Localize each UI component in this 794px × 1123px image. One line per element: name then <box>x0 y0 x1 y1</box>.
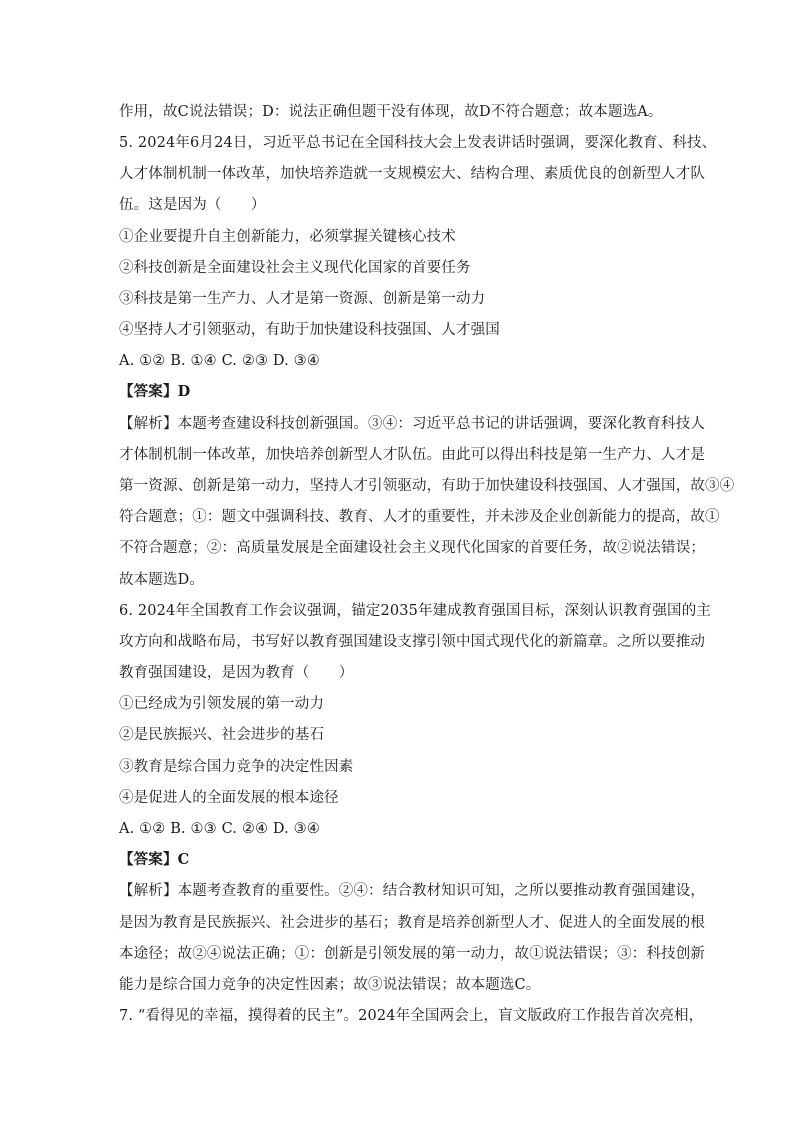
question-5-statement: ③科技是第一生产力、人才是第一资源、创新是第一动力 <box>119 291 486 307</box>
question-6-stem: 攻方向和战略布局，书写好以教育强国建设支撑引领中国式现代化的新篇章。之所以要推动 <box>119 634 705 650</box>
text-line: 作用，故C说法错误；D：说法正确但题干没有体现，故D不符合题意；故本题选A。 <box>119 104 663 120</box>
question-6-statement: ②是民族振兴、社会进步的基石 <box>119 727 325 743</box>
question-6-analysis: 是因为教育是民族振兴、社会进步的基石；教育是培养创新型人才、促进人的全面发展的根 <box>119 915 705 931</box>
question-5-stem: 人才体制机制一体改革，加快培养造就一支规模宏大、结构合理、素质优良的创新型人才队 <box>119 166 705 182</box>
question-5-analysis: 才体制机制一体改革，加快培养创新型人才队伍。由此可以得出科技是第一生产力、人才是 <box>119 447 705 463</box>
question-5-analysis: 第一资源、创新是第一动力，坚持人才引领驱动，有助于加快建设科技强国、人才强国，故③④ <box>119 478 735 494</box>
question-6-answer: 【答案】C <box>119 851 190 868</box>
question-6-analysis: 【解析】本题考查教育的重要性。②④：结合教材知识可知，之所以要推动教育强国建设， <box>119 883 705 899</box>
question-5-stem: 伍。这是因为（ ） <box>119 197 266 213</box>
question-6-statement: ④是促进人的全面发展的根本途径 <box>119 790 339 806</box>
question-5-statement: ②科技创新是全面建设社会主义现代化国家的首要任务 <box>119 260 471 276</box>
question-6-stem: 教育强国建设，是因为教育（ ） <box>119 665 354 681</box>
question-5-analysis: 【解析】本题考查建设科技创新强国。③④：习近平总书记的讲话强调，要深化教育科技人 <box>119 416 705 432</box>
question-5-statement: ④坚持人才引领驱动，有助于加快建设科技强国、人才强国 <box>119 322 500 338</box>
question-5-analysis: 符合题意；①：题文中强调科技、教育、人才的重要性，并未涉及企业创新能力的提高，故① <box>119 509 720 525</box>
question-6-statement: ③教育是综合国力竞争的决定性因素 <box>119 759 354 775</box>
question-6-statement: ①已经成为引领发展的第一动力 <box>119 696 325 712</box>
question-6-stem: 6. 2024年全国教育工作会议强调，锚定2035年建成教育强国目标，深刻认识教育强国的主 <box>119 603 711 619</box>
question-5-analysis: 故本题选D。 <box>119 572 205 588</box>
question-5-answer: 【答案】D <box>119 383 191 400</box>
question-7-stem: 7. “看得见的幸福，摸得着的民主”。2024年全国两会上，盲文版政府工作报告首次亮相， <box>119 1008 704 1024</box>
question-6-analysis: 能力是综合国力竞争的决定性因素；故③说法错误；故本题选C。 <box>119 977 541 993</box>
question-5-analysis: 不符合题意；②：高质量发展是全面建设社会主义现代化国家的首要任务，故②说法错误； <box>119 540 705 556</box>
question-6-analysis: 本途径；故②④说法正确；①：创新是引领发展的第一动力，故①说法错误；③：科技创新 <box>119 946 705 962</box>
question-5-statement: ①企业要提升自主创新能力，必须掌握关键核心技术 <box>119 229 456 245</box>
question-6-options: A. ①② B. ①③ C. ②④ D. ③④ <box>119 821 320 837</box>
question-5-options: A. ①② B. ①④ C. ②③ D. ③④ <box>119 353 320 369</box>
question-5-stem: 5. 2024年6月24日，习近平总书记在全国科技大会上发表讲话时强调，要深化教育、科技、 <box>119 135 717 151</box>
